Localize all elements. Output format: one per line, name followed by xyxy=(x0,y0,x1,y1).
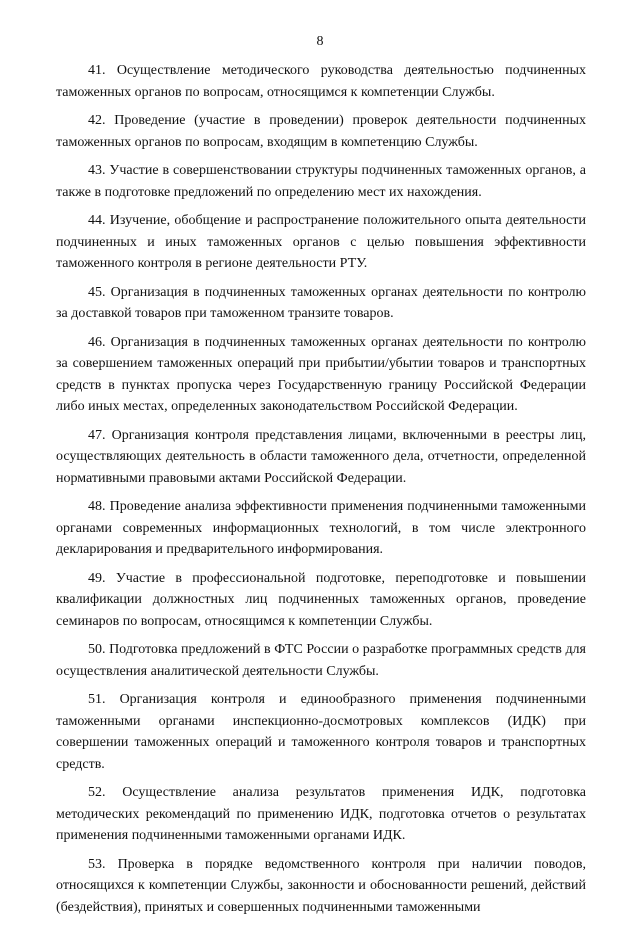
paragraph-51: 51. Организация контроля и единообразного применения подчиненными таможенными органами инспекционно-досмотровых комплексов (ИДК) при совершении таможенных операций и таможенного контроля товаров и транспортных средств. xyxy=(56,692,586,772)
paragraph-52: 52. Осуществление анализа результатов применения ИДК, подготовка методических рекомендаций по применению ИДК, подготовка отчетов о результатах применения подчиненными таможенными органами ИДК. xyxy=(56,785,586,843)
paragraph-43: 43. Участие в совершенствовании структуры подчиненных таможенных органов, а также в подготовке предложений по определению мест их нахождения. xyxy=(56,163,586,200)
page-number: 8 xyxy=(316,34,324,49)
paragraph-50: 50. Подготовка предложений в ФТС России о разработке программных средств для осуществления аналитической деятельности Службы. xyxy=(56,642,586,679)
document-body xyxy=(56,60,586,925)
paragraph-48: 48. Проведение анализа эффективности применения подчиненными таможенными органами современных информационных технологий, в том числе электронного декларирования и предварительного информирования. xyxy=(56,499,586,557)
paragraph-46: 46. Организация в подчиненных таможенных органах деятельности по контролю за совершением таможенных операций при прибытии/убытии товаров и транспортных средств в пунктах пропуска через Государственную границу Российской Федерации либо иных местах, определенных законодательством Российской Федерации. xyxy=(56,334,586,414)
paragraph-49: 49. Участие в профессиональной подготовке, переподготовке и повышении квалификации должностных лиц подчиненных таможенных органов, проведение семинаров по вопросам, относящимся к компетенции Службы. xyxy=(56,570,586,629)
paragraph-41: 41. Осуществление методического руководства деятельностью подчиненных таможенных органов по вопросам, относящимся к компетенции Службы. xyxy=(56,63,586,100)
paragraph-44: 44. Изучение, обобщение и распространение положительного опыта деятельности подчиненных и иных таможенных органов с целью повышения эффективности таможенного контроля в регионе деятельности РТУ. xyxy=(56,213,586,271)
paragraph-47: 47. Организация контроля представления лицами, включенными в реестры лиц, осуществляющих деятельность в области таможенного дела, отчетности, определенной нормативными правовыми актами Российской Федерации. xyxy=(56,427,586,486)
paragraph-53: 53. Проверка в порядке ведомственного контроля при наличии поводов, относящихся к компетенции Службы, законности и обоснованности решений, действий (бездействия), принятых и совершенных подчиненными таможенными xyxy=(56,856,586,915)
paragraph-42: 42. Проведение (участие в проведении) проверок деятельности подчиненных таможенных органов по вопросам, входящим в компетенцию Службы. xyxy=(56,113,586,150)
paragraph-45: 45. Организация в подчиненных таможенных органах деятельности по контролю за доставкой товаров при таможенном транзите товаров. xyxy=(56,284,586,321)
